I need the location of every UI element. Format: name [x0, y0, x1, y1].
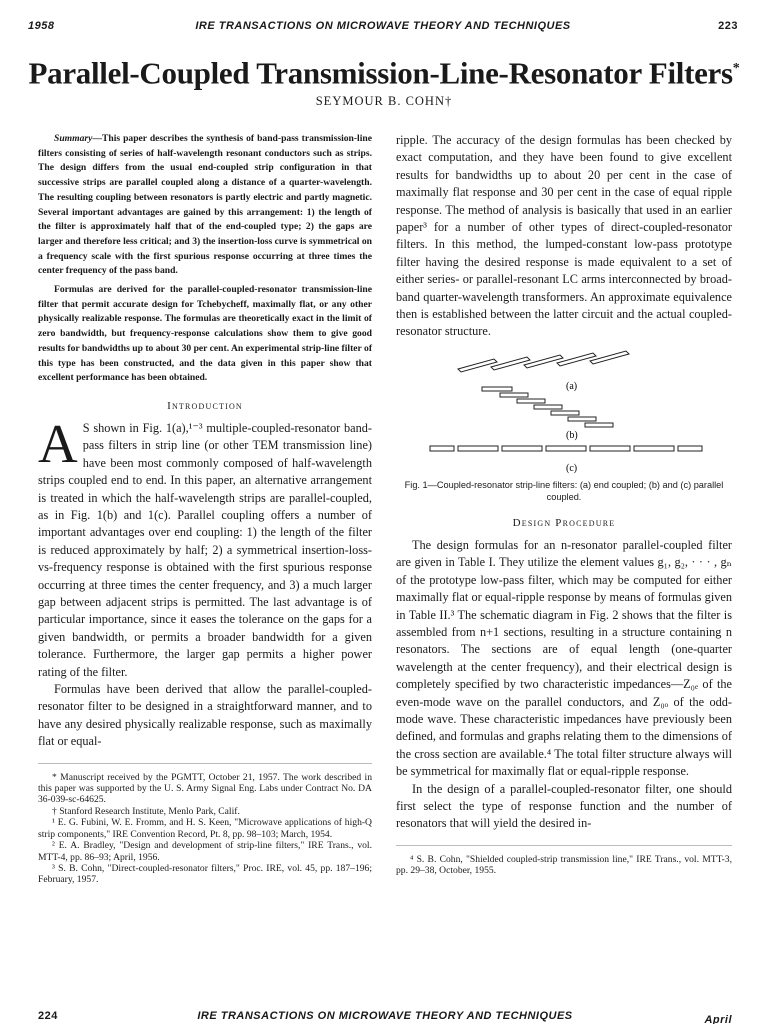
abstract-paragraph-2: Formulas are derived for the parallel-coupled-resonator transmission-line filter that permit accurate design for Tchebycheff, maximally flat, or any other physically realizable response. The formulas are theoretically exact in the limit of zero bandwidth, but frequency-response calculations show them to give good results for bandwidths up to about 30 per cent. An experimental strip-line filter of this type has been constructed, and the data given in this paper show that excellent performance has been obtained. — [38, 284, 373, 384]
footnote-ref-1: ¹ E. G. Fubini, W. E. Fromm, and H. S. Keen, "Microwave applications of high-Q strip components," IRE Convention Record, Pt. 8, pp. 98–103; March, 1954. — [38, 817, 372, 840]
running-head — [28, 20, 738, 38]
header-journal: IRE TRANSACTIONS ON MICROWAVE THEORY AND TECHNIQUES — [195, 20, 571, 32]
title-footnote-mark: * — [732, 61, 740, 76]
left-column — [38, 132, 372, 886]
footnote-affiliation: † Stanford Research Institute, Menlo Park, Calif. — [52, 805, 240, 817]
footnote-ref-4: ⁴ S. B. Cohn, "Shielded coupled-strip transmission line," IRE Trans., vol. MTT-3, pp. 29–38, October, 1955. — [396, 853, 732, 877]
next-page-journal: IRE TRANSACTIONS ON MICROWAVE THEORY AND TECHNIQUES — [197, 1010, 573, 1022]
next-page-number: 224 — [38, 1010, 58, 1022]
label-a: (a) — [566, 380, 578, 392]
abstract-text-1: —This paper describes the synthesis of band-pass transmission-line filters consisting of series of half-wavelength resonant conductors such as strips. The design differs from the usual end-coupled strip configuration in that successive strips are parallel coupled along a distance of a quarter-wavelength. The resulting coupling between resonators is partly electric and partly magnetic. Several important advantages are gained by this arrangement: 1) the length of the filter is approximately half that of the end-coupled type; 2) the gaps are larger and therefore less critical; and 3) the insertion-loss curve is symmetrical on a frequency scale with the first spurious response occurring at three times the center frequency of the pass band. — [38, 133, 372, 277]
intro-text-1: S shown in Fig. 1(a),¹⁻³ multiple-coupled-resonator band-pass filters in strip line (or other TEM transmission line) have been most commonly composed of half-wavelength strips coupled end to end. In this paper, an alternative arrangement is treated in which the half-wavelength strips are parallel-coupled, as in Fig. 1(b) and 1(c). Parallel coupling offers a number of important advantages over end coupling: 1) the length of the filter is reduced approximately by half; 2) a symmetrical insertion-loss-vs-frequency response is obtained with the first spurious response occurring at three times the center frequency, and 3) a much larger gap between adjacent strips is permitted. The last advantage is of particular importance, since it eases the tolerance on the gaps for a given bandwidth, or permits a broader bandwidth for a given tolerance. Furthermore, the larger gap permits a higher power rating of the filter. — [38, 420, 372, 679]
figure-1-diagram — [396, 349, 732, 479]
right-column — [396, 132, 732, 877]
intro-heading: Introduction — [167, 399, 243, 412]
diagram-stepped-strips — [482, 387, 613, 427]
footnotes-right — [396, 845, 732, 877]
figure-1 — [396, 349, 732, 479]
header-page-number: 223 — [718, 20, 738, 32]
article-title — [0, 50, 768, 92]
drop-cap: A — [38, 412, 78, 474]
diagram-series-line — [430, 446, 702, 451]
figure-1-caption: Fig. 1—Coupled-resonator strip-line filters: (a) end coupled; (b) and (c) parallel coupled. — [404, 479, 724, 502]
footnote-ref-3: ³ S. B. Cohn, "Direct-coupled-resonator filters," Proc. IRE, vol. 45, pp. 187–196; February, 1957. — [38, 862, 372, 886]
abstract-label: Summary — [54, 133, 93, 144]
design-procedure-heading: Design Procedure — [512, 516, 616, 529]
article-author: SEYMOUR B. COHN† — [315, 94, 453, 108]
label-c: (c) — [566, 462, 578, 474]
label-b: (b) — [566, 429, 578, 441]
right-paragraph-1: ripple. The accuracy of the design formulas has been checked by exact computation, and they have been found to give excellent results for bandwidths up to about 20 per cent in the case of maximally flat response and 30 per cent in the case of equal ripple response. The method of analysis is basically that used in an earlier paper³ for a number of other types of direct-coupled-resonator filters. In this method, the lumped-constant low-pass prototype filter having the desired response is made equivalent to a set of either series- or parallel-resonant LC arms interconnected by broad-band quarter-wavelength transformers. An approximate equivalence then is established between the latter circuit and the actual coupled-resonator structure. — [396, 133, 732, 339]
title-text: Parallel-Coupled Transmission-Line-Resonator Filters — [28, 55, 733, 91]
footnote-manuscript: * Manuscript received by the PGMTT, October 21, 1957. The work described in this paper was supported by the U. S. Army Signal Eng. Labs under Contract No. DA 36-039-sc-64625. — [38, 771, 372, 806]
intro-paragraph-1 — [38, 412, 372, 681]
diagram-c-end-coupled — [458, 351, 629, 372]
right-paragraph-2: The design formulas for an n-resonator parallel-coupled filter are given in Table I. They utilize the element values g₁, g₂, · · · , gₙ of the prototype low-pass filter, which may be computed for either maximally flat or equal-ripple response by means of formulas given in Table II.³ The schematic diagram in Fig. 2 shows that the filter is assembled from n+1 sections, resulting in a structure containing n resonators. The sections are of equal length (one-quarter wavelength at the center frequency), and their electrical design is completely specified by two characteristic impedances—Z₀ₑ of the even-mode wave on the parallel conductors, and Z₀ₒ of the odd-mode wave. These characteristic impedances have previously been defined, and formulas and graphs relating them to the dimensions of the cross section are available.⁴ The total filter structure always will be symmetrical for maximally flat or equal-ripple response. — [396, 537, 732, 779]
abstract-paragraph-1 — [38, 132, 372, 279]
footnote-ref-2: ² E. A. Bradley, "Design and development of strip-line filters," IRE Trans., vol. MTT-4, pp. 86–93; April, 1956. — [38, 840, 372, 863]
intro-paragraph-2: Formulas have been derived that allow the parallel-coupled-resonator filter to be designed in a straightforward manner, and to have any desired physically realizable response, such as maximally flat or equal- — [38, 682, 372, 749]
header-year: 1958 — [28, 20, 55, 32]
next-page-month: April — [704, 1014, 732, 1024]
right-paragraph-3: In the design of a parallel-coupled-resonator filter, one should first select the type of response function and the number of resonators that will yield the desired in- — [396, 781, 732, 831]
next-page-header — [38, 1008, 732, 1024]
footnotes-left — [38, 763, 372, 886]
